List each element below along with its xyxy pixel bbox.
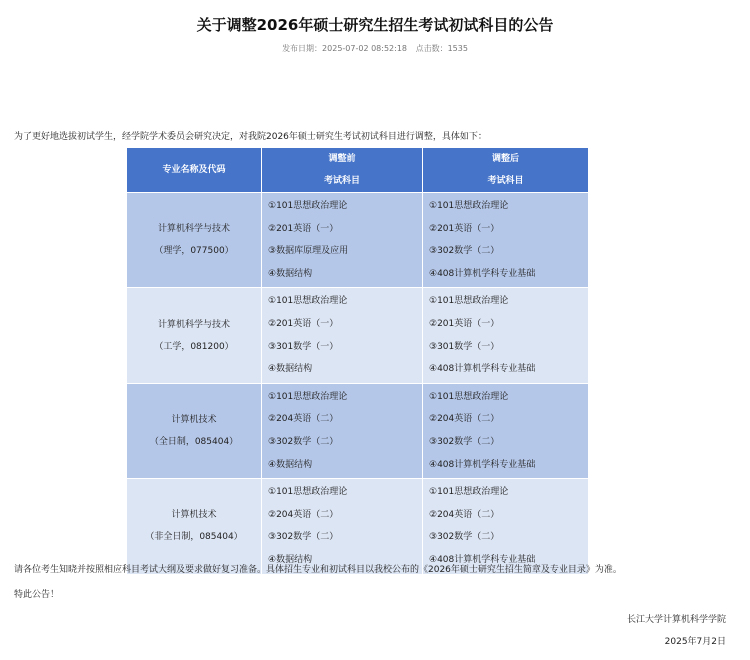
article-meta xyxy=(0,43,750,54)
before-subjects-cell: ①101思想政治理论 ②201英语（一） ③301数学（一） ④数据结构 xyxy=(262,288,423,383)
header-after: 调整后 考试科目 xyxy=(423,148,589,193)
table-row xyxy=(127,288,589,383)
after-subjects-cell: ①101思想政治理论 ②204英语（二） ③302数学（二） ④408计算机学科专业基础 xyxy=(423,479,589,574)
header-before: 调整前 考试科目 xyxy=(262,148,423,193)
intro-paragraph: 为了更好地选拔初试学生，经学院学术委员会研究决定，对我院2026年硕士研究生考试初试科目进行调整，具体如下： xyxy=(14,132,487,142)
after-subjects-cell: ①101思想政治理论 ②201英语（一） ③302数学（二） ④408计算机学科专业基础 xyxy=(423,193,589,288)
table-header-row xyxy=(127,148,589,193)
before-subjects-cell: ①101思想政治理论 ②201英语（一） ③数据库原理及应用 ④数据结构 xyxy=(262,193,423,288)
view-count: 点击数：1535 xyxy=(415,44,468,53)
header-major: 专业名称及代码 xyxy=(127,148,262,193)
before-subjects-cell: ①101思想政治理论 ②204英语（二） ③302数学（二） ④数据结构 xyxy=(262,383,423,478)
signature-date: 2025年7月2日 xyxy=(664,637,726,647)
table-row xyxy=(127,193,589,288)
before-subjects-cell: ①101思想政治理论 ②204英语（二） ③302数学（二） ④数据结构 xyxy=(262,479,423,574)
table-row xyxy=(127,479,589,574)
after-subjects-cell: ①101思想政治理论 ②204英语（二） ③302数学（二） ④408计算机学科专业基础 xyxy=(423,383,589,478)
major-cell: 计算机科学与技术 （工学，081200） xyxy=(127,288,262,383)
major-cell: 计算机科学与技术 （理学，077500） xyxy=(127,193,262,288)
closing-line: 特此公告！ xyxy=(14,590,60,600)
major-cell: 计算机技术 （全日制，085404） xyxy=(127,383,262,478)
page-title: 关于调整2026年硕士研究生招生考试初试科目的公告 xyxy=(196,16,554,34)
signature-org: 长江大学计算机科学学院 xyxy=(626,615,726,625)
subject-table xyxy=(126,147,589,575)
publish-date: 发布日期：2025-07-02 08:52:18 xyxy=(282,44,408,53)
after-subjects-cell: ①101思想政治理论 ②201英语（一） ③301数学（一） ④408计算机学科专业基础 xyxy=(423,288,589,383)
table-row xyxy=(127,383,589,478)
major-cell: 计算机技术 （非全日制，085404） xyxy=(127,479,262,574)
note-paragraph: 请各位考生知晓并按照相应科目考试大纲及要求做好复习准备。具体招生专业和初试科目以我校公布的《2026年硕士研究生招生简章及专业目录》为准。 xyxy=(14,565,622,575)
